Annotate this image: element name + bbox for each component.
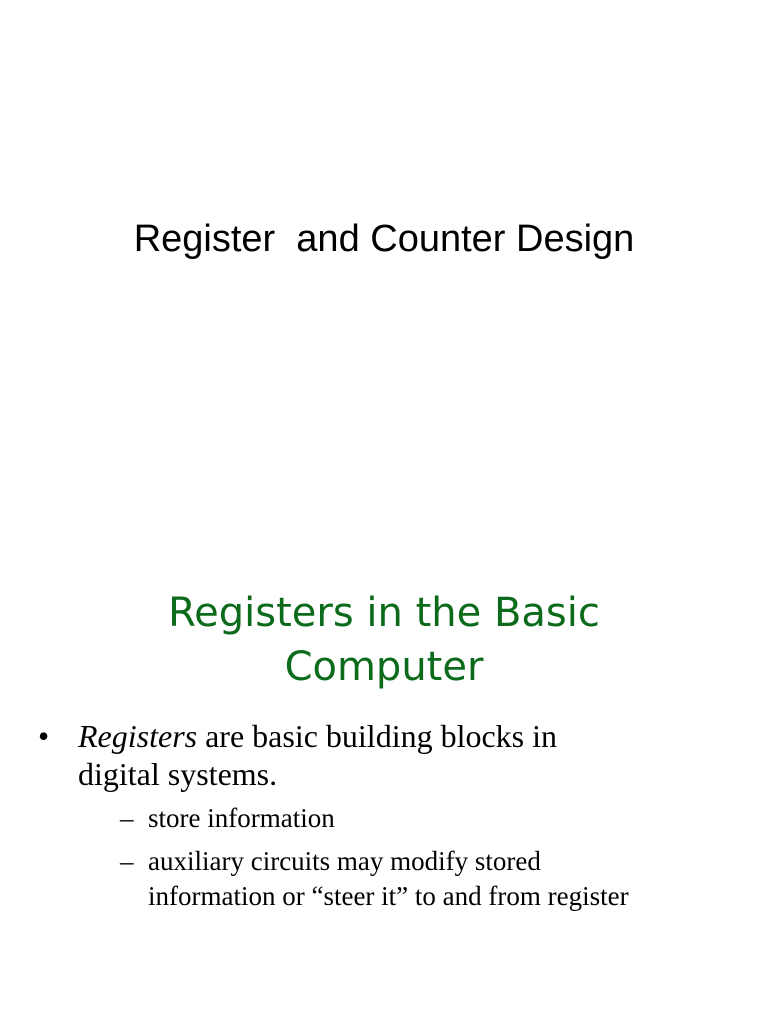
bullet-rest-line-1: are basic building blocks in — [197, 718, 558, 754]
sub-bullet-list — [78, 801, 738, 914]
sub-bullet-item — [78, 844, 738, 914]
sub-bullet-text-line-2: information or “steer it” to and from register — [148, 881, 629, 911]
bullet-marker: • — [38, 718, 50, 754]
sub-bullet-item — [78, 801, 738, 836]
slide-title-line-1: Registers in the Basic — [168, 590, 600, 636]
slide-title: Register and Counter Design — [133, 218, 635, 260]
bullet-term: Registers — [78, 718, 198, 754]
sub-bullet-text-line-1: auxiliary circuits may modify stored — [148, 846, 541, 876]
bullet-list — [38, 717, 738, 922]
bullet-rest-line-2: digital systems. — [78, 756, 278, 792]
sub-bullet-text-line-1: store information — [148, 803, 335, 833]
sub-bullet-marker: – — [120, 803, 134, 833]
slide-registers-basic-computer — [0, 512, 768, 1024]
slide-title-line-2: Computer — [284, 644, 484, 690]
bullet-text-line-1 — [78, 718, 557, 754]
slide-title — [0, 586, 768, 694]
sub-bullet-marker: – — [120, 846, 134, 876]
bullet-item — [38, 717, 738, 914]
